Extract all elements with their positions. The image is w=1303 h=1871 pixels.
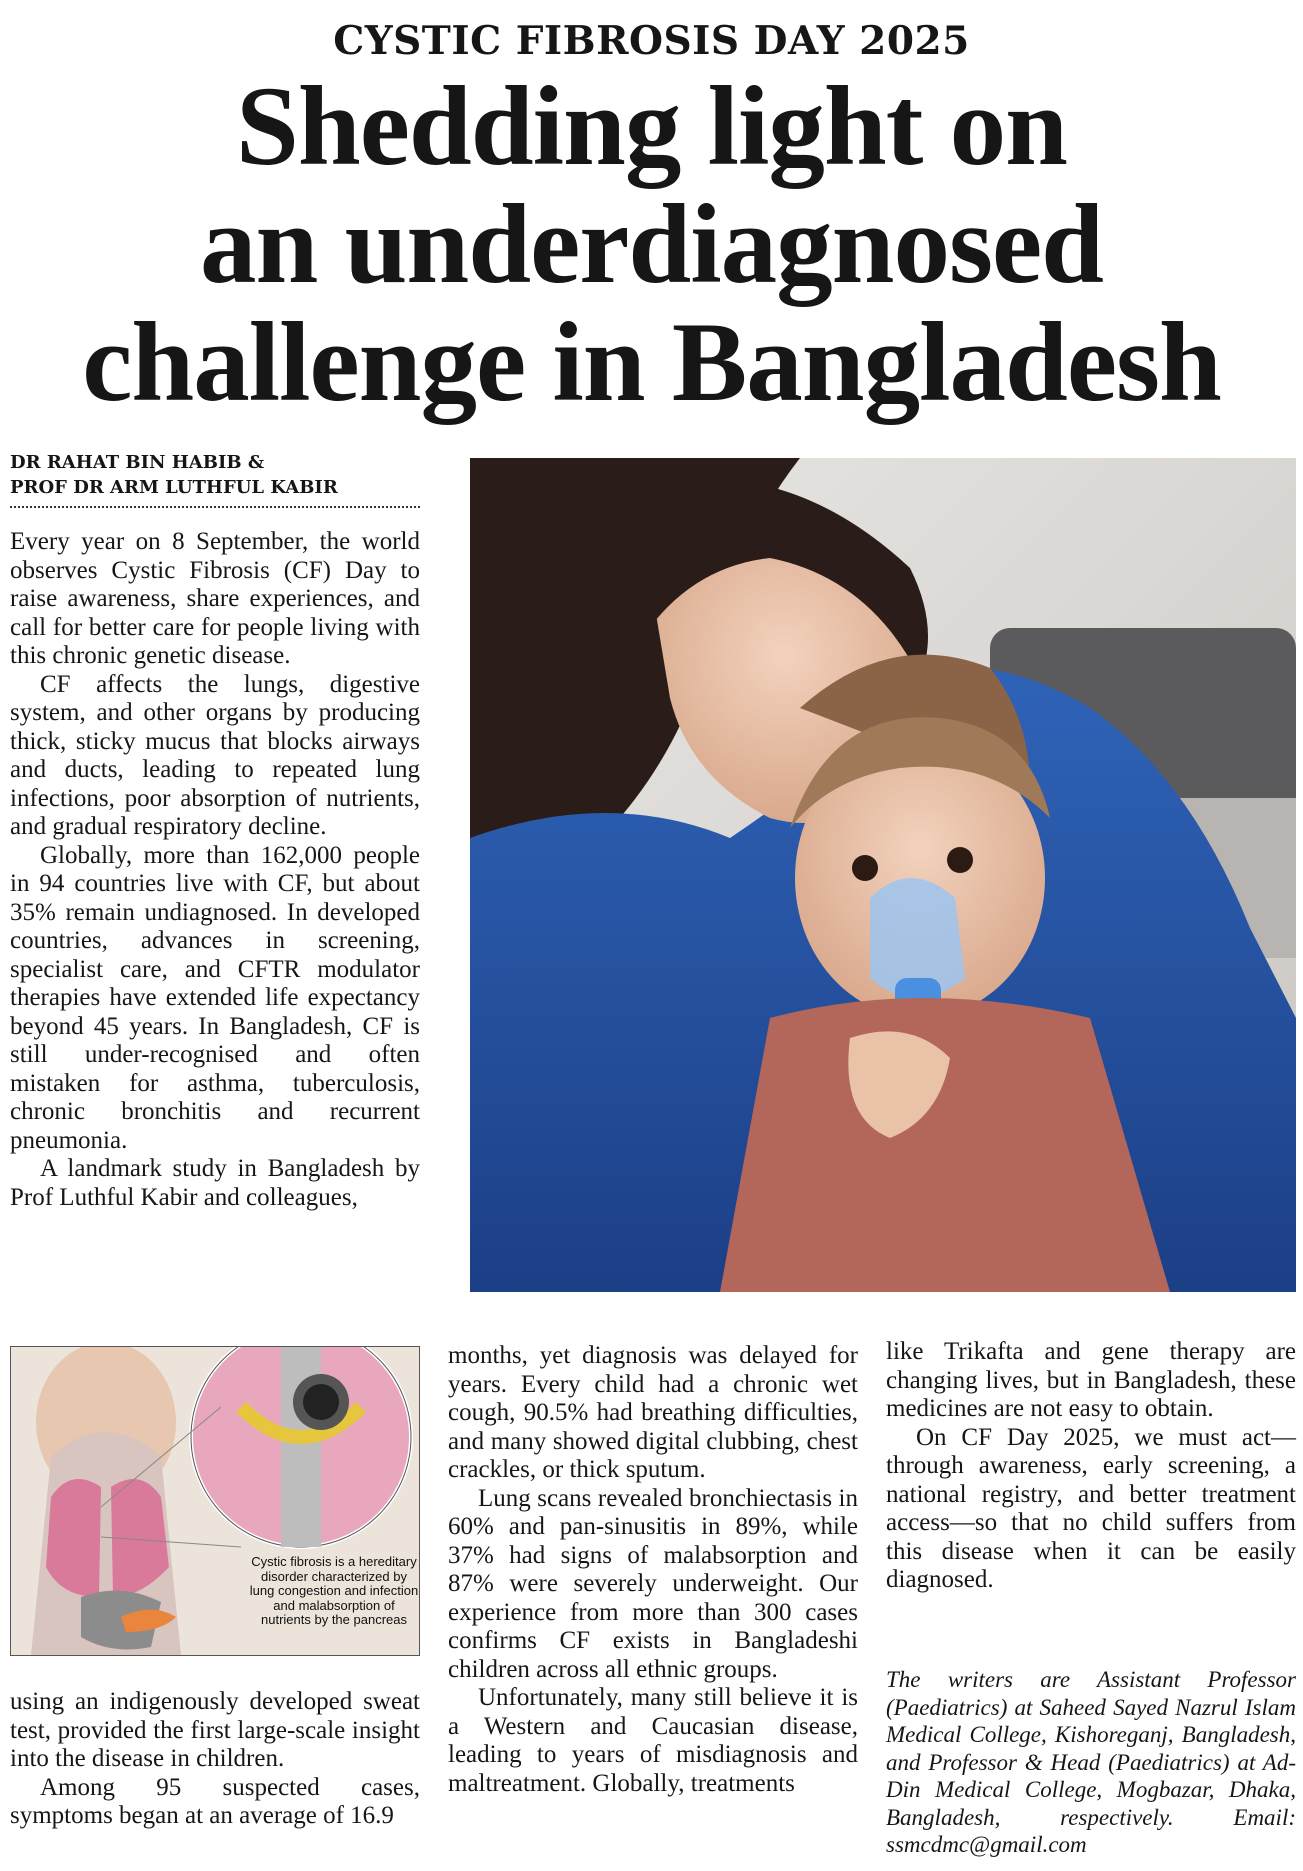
article-column-1-continued: [10, 1688, 420, 1831]
paragraph-1: Every year on 8 September, the world observes Cystic Fibrosis (CF) Day to raise awareness, share experiences, and call for better care for people living with this chronic genetic disease.: [10, 528, 420, 669]
mother-child-nebulizer-photo: [470, 458, 1296, 1292]
byline: [10, 450, 420, 508]
headline-line-1: Shedding light on: [236, 64, 1067, 189]
paragraph-4-start: A landmark study in Bangladesh by Prof Luthful Kabir and colleagues,: [10, 1155, 420, 1211]
headline-line-2: an underdiagnosed: [199, 182, 1103, 307]
paragraph-5-start: Among 95 suspected cases, symptoms began at an average of 16.9: [10, 1773, 420, 1829]
paragraph-2: CF affects the lungs, digestive system, and other organs by producing thick, sticky mucus that blocks airways and ducts, leading to repeated lung infections, poor absorption of nutrients, and gradual respiratory decline.: [10, 670, 420, 840]
paragraph-5-end: months, yet diagnosis was delayed for years. Every child had a chronic wet cough, 90.5% had breathing difficulties, and many showed digital clubbing, chest crackles, or thick sputum.: [448, 1342, 858, 1483]
section-kicker: CYSTIC FIBROSIS DAY 2025: [333, 18, 970, 64]
paragraph-7-start: Unfortunately, many still believe it is a Western and Caucasian disease, leading to years of misdiagnosis and maltreatment. Globally, treatments: [448, 1684, 858, 1797]
paragraph-6: Lung scans revealed bronchiectasis in 60% and pan-sinusitis in 89%, while 37% had signs of malabsorption and 87% were severely underweight. Our experience from more than 300 cases confirms CF exists in Bangladeshi children across all ethnic groups.: [448, 1484, 858, 1683]
article-column-3: [886, 1338, 1296, 1595]
paragraph-3: Globally, more than 162,000 people in 94 countries live with CF, but about 35% remain undiagnosed. In developed countries, advances in screening, specialist care, and CFTR modulator therapies have extended life expectancy beyond 45 years. In Bangladesh, CF is still under-recognised and often mistaken for asthma, tuberculosis, chronic bronchitis and recurrent pneumonia.: [10, 841, 420, 1154]
paragraph-4-end: using an indigenously developed sweat test, provided the first large-scale insight into the disease in children.: [10, 1688, 420, 1772]
headline-line-3: challenge in Bangladesh: [82, 300, 1221, 425]
paragraph-8: On CF Day 2025, we must act—through awareness, early screening, a national registry, and better treatment access—so that no child suffers from this disease when it can be easily diagnosed.: [886, 1423, 1296, 1593]
diagram-caption: Cystic fibrosis is a hereditary disorder characterized by lung congestion and infection and malabsorption of nutrients by the pancreas: [249, 1554, 419, 1627]
paragraph-7-end: like Trikafta and gene therapy are changing lives, but in Bangladesh, these medicines are not easy to obtain.: [886, 1338, 1296, 1422]
photo-illustration: [470, 458, 1296, 1292]
article-column-1: [10, 528, 420, 1212]
article-column-2: [448, 1342, 858, 1798]
cf-anatomy-illustration: [10, 1346, 420, 1656]
byline-author-2: PROF DR ARM LUTHFUL KABIR: [10, 477, 338, 498]
byline-author-1: DR RAHAT BIN HABIB &: [10, 452, 265, 473]
author-note: The writers are Assistant Professor (Paediatrics) at Saheed Sayed Nazrul Islam Medical College, Kishoreganj, Bangladesh, and Professor & Head (Paediatrics) at Ad-Din Medical College, Mogbazar, Dhaka, Bangladesh, respectively. Email: ssmcdmc@gmail.com: [886, 1667, 1296, 1857]
